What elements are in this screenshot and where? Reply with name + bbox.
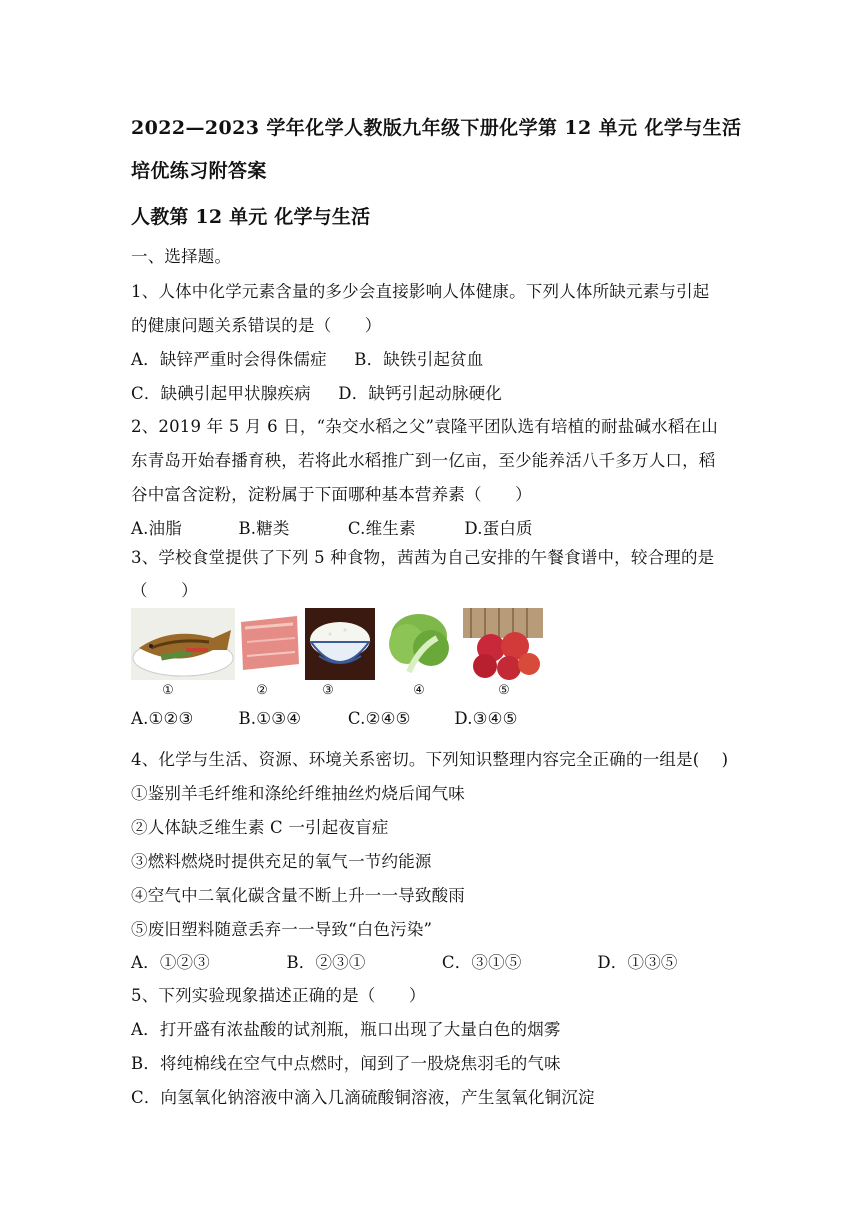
q4-statement-5: ⑤废旧塑料随意丢弃一一导致“白色污染”: [131, 920, 433, 939]
q4-statement-2: ②人体缺乏维生素 C 一引起夜盲症: [131, 818, 389, 837]
q4-option-d: D．①③⑤: [597, 953, 678, 972]
q2-stem-line3: 谷中富含淀粉，淀粉属于下面哪种基本营养素（ ）: [131, 485, 532, 504]
q1-stem-line1: 1、人体中化学元素含量的多少会直接影响人体健康。下列人体所缺元素与引起: [131, 282, 710, 301]
q4-option-a: A．①②③: [131, 953, 210, 972]
unit-subtitle: 人教第 12 单元 化学与生活: [131, 206, 371, 228]
q3-options: [131, 708, 518, 730]
bok-choy-image: [379, 608, 459, 680]
q3-stem-line2: （ ）: [131, 581, 198, 600]
q3-option-c: C.②④⑤: [347, 709, 411, 728]
q4-statement-4: ④空气中二氧化碳含量不断上升一一导致酸雨: [131, 886, 465, 905]
q5-option-c: C．向氢氧化钠溶液中滴入几滴硫酸铜溶液，产生氢氧化铜沉淀: [131, 1088, 595, 1107]
document-title-line2: 培优练习附答案: [131, 160, 267, 182]
raw-meat-image: [237, 608, 303, 680]
apples-image: [461, 608, 547, 680]
q1-option-d: D．缺钙引起动脉硬化: [338, 384, 503, 403]
q4-statement-1: ①鉴别羊毛纤维和涤纶纤维抽丝灼烧后闻气味: [131, 784, 465, 803]
q2-stem-line2: 东青岛开始春播育秧，若将此水稻推广到一亿亩，至少能养活八千多万人口，稻: [131, 451, 716, 470]
q2-option-d: D.蛋白质: [464, 519, 533, 538]
q4-options: [131, 952, 678, 974]
food-label-4: ④: [413, 683, 425, 698]
fish-dish-image: [131, 608, 235, 680]
q1-options-row2: [131, 383, 502, 405]
document-title-line1: 2022—2023 学年化学人教版九年级下册化学第 12 单元 化学与生活: [131, 117, 742, 139]
q3-option-a: A.①②③: [131, 709, 194, 728]
q1-stem-line2: 的健康问题关系错误的是（ ）: [131, 316, 382, 335]
q1-option-a: A．缺锌严重时会得侏儒症: [131, 350, 327, 369]
food-label-5: ⑤: [498, 683, 510, 698]
section-heading: 一、选择题。: [131, 247, 232, 266]
q5-option-a: A．打开盛有浓盐酸的试剂瓶，瓶口出现了大量白色的烟雾: [131, 1020, 561, 1039]
food-label-3: ③: [322, 683, 334, 698]
q2-stem-line1: 2、2019 年 5 月 6 日，“杂交水稻之父”袁隆平团队选有培植的耐盐碱水稻在山: [131, 417, 718, 436]
q4-option-b: B．②③①: [286, 953, 366, 972]
q1-options-row1: [131, 349, 484, 371]
q2-option-a: A.油脂: [131, 519, 182, 538]
q2-option-c: C.维生素: [347, 519, 416, 538]
q3-option-b: B.①③④: [238, 709, 302, 728]
q4-statement-3: ③燃料燃烧时提供充足的氧气一节约能源: [131, 852, 432, 871]
q5-stem: 5、下列实验现象描述正确的是（ ）: [131, 986, 426, 1005]
q3-food-images: [131, 608, 551, 700]
q5-option-b: B．将纯棉线在空气中点燃时，闻到了一股烧焦羽毛的气味: [131, 1054, 561, 1073]
q3-stem-line1: 3、学校食堂提供了下列 5 种食物，茜茜为自己安排的午餐食谱中，较合理的是: [131, 548, 715, 567]
food-label-1: ①: [162, 683, 174, 698]
q3-option-d: D.③④⑤: [454, 709, 518, 728]
q4-option-c: C．③①⑤: [441, 953, 522, 972]
food-label-2: ②: [256, 683, 268, 698]
q1-option-c: C．缺碘引起甲状腺疾病: [131, 384, 311, 403]
q1-option-b: B．缺铁引起贫血: [354, 350, 484, 369]
q2-option-b: B.糖类: [238, 519, 290, 538]
q2-options: [131, 518, 533, 540]
rice-bowl-image: [305, 608, 375, 680]
q4-stem: 4、化学与生活、资源、环境关系密切。下列知识整理内容完全正确的一组是( ): [131, 750, 729, 769]
